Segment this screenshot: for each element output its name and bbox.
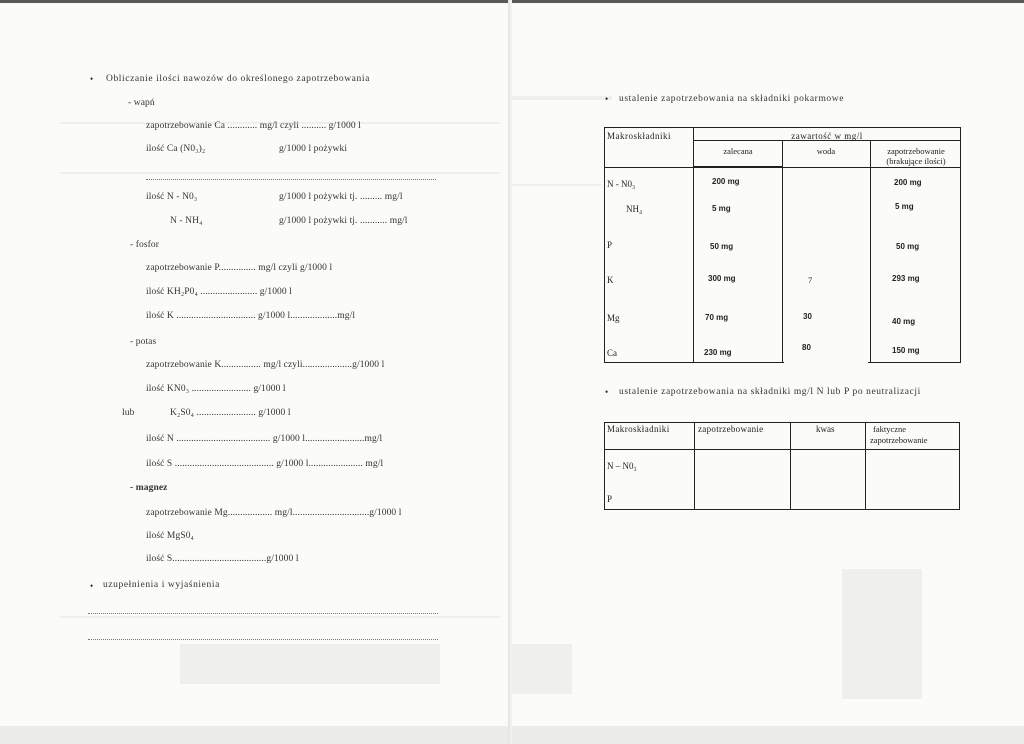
col-header-zapotrzebowanie: zapotrzebowanie (887, 146, 945, 156)
wapn-label: - wapń (128, 98, 155, 108)
potas-line: ilość S ........................................ g/1000 l...................... mg/l (146, 459, 384, 469)
row-label: P (607, 240, 613, 250)
potas-label: - potas (130, 337, 157, 347)
magnez-line: zapotrzebowanie Mg.................. mg/l...............................g/1000 l (146, 508, 402, 518)
notes-heading: uzupełnienia i wyjaśnienia (103, 580, 220, 590)
notes-line (88, 612, 438, 614)
show-through-mark (60, 172, 500, 174)
cell-brak: 5 mg (895, 202, 914, 211)
show-through-mark (180, 644, 440, 684)
wapn-line: g/1000 l pożywki (279, 144, 348, 154)
wapn-line: ilość N - N0₃ (146, 192, 198, 202)
table1-heading: ustalenie zapotrzebowania na składniki pokarmowe (619, 94, 845, 104)
scan-top-edge (0, 0, 1024, 3)
col-header-faktyczne2: zapotrzebowanie (870, 435, 928, 445)
col-header-brakujace: (brakujące ilości) (886, 156, 946, 166)
fosfor-line: zapotrzebowanie P............... mg/l czyli g/1000 l (146, 263, 333, 273)
col-header-makro: Makroskładniki (607, 131, 671, 141)
col-header-makro: Makroskładniki (607, 424, 670, 434)
wapn-line: zapotrzebowanie Ca ............ mg/l czyli .......... g/1000 l (146, 121, 361, 131)
potas-line: zapotrzebowanie K................ mg/l czyli....................g/1000 l (146, 360, 385, 370)
row-label: P (607, 494, 613, 504)
table-rule (790, 422, 791, 510)
row-label: Mg (607, 313, 620, 323)
show-through-mark (512, 96, 612, 100)
bullet-icon: • (90, 74, 94, 84)
fosfor-line: ilość K ................................ g/1000 l...................mg/l (146, 311, 356, 321)
table-rule (693, 127, 694, 363)
cell-zalecana: 50 mg (710, 242, 734, 251)
cell-woda: 80 (802, 343, 811, 352)
table-rule (870, 140, 871, 363)
potas-line: ilość KN0₃ ........................ g/1000 l (146, 384, 286, 394)
cell-zalecana: 230 mg (704, 348, 732, 357)
bullet-icon: • (605, 94, 609, 104)
table-gap (784, 360, 868, 364)
col-header-woda: woda (816, 146, 836, 156)
table-rule (865, 422, 866, 510)
row-label: N - N0₃ (607, 179, 636, 189)
magnez-label: - magnez (130, 483, 168, 493)
table2-heading: ustalenie zapotrzebowania na składniki mg/l N lub P po neutralizacji (619, 387, 921, 397)
wapn-line: g/1000 l pożywki tj. ........... mg/l (279, 216, 408, 226)
cell-woda: 30 (803, 312, 812, 321)
row-label: Ca (607, 348, 617, 358)
show-through-mark (60, 616, 500, 618)
col-header-faktyczne: faktyczne (873, 424, 907, 434)
wapn-line: g/1000 l pożywki tj. ......... mg/l (279, 192, 403, 202)
blank-line (146, 178, 436, 180)
left-page (0, 4, 508, 726)
wapn-line: ilość Ca (N0₃)₂ (146, 144, 206, 154)
fosfor-line: ilość KH₂P0₄ ....................... g/1000 l (146, 287, 292, 297)
magnez-line: ilość MgS0₄ (146, 531, 194, 541)
bullet-icon: • (605, 387, 609, 397)
row-label: K (607, 275, 614, 285)
row-label: NH₄ (626, 204, 643, 214)
cell-brak: 200 mg (894, 178, 922, 187)
table-rule (693, 166, 783, 167)
cell-zalecana: 5 mg (712, 204, 731, 213)
col-header-zawartosc: zawartość w mg/l (791, 131, 863, 141)
row-label: N – N0₃ (607, 461, 637, 471)
bullet-icon: • (90, 581, 94, 591)
cell-zalecana: 300 mg (708, 274, 736, 283)
cell-brak: 40 mg (892, 317, 916, 326)
notes-line (88, 638, 438, 640)
wapn-line: N - NH₄ (170, 216, 203, 226)
show-through-mark (512, 644, 572, 694)
potas-lub: lub (122, 408, 135, 418)
potas-line: K₂S0₄ ........................ g/1000 l (170, 408, 291, 418)
cell-brak: 293 mg (892, 274, 920, 283)
cell-zalecana: 70 mg (705, 313, 729, 322)
cell-zalecana: 200 mg (712, 177, 740, 186)
fosfor-label: - fosfor (130, 240, 160, 250)
col-header-kwas: kwas (816, 424, 835, 434)
table-rule (694, 422, 695, 510)
table-rule (604, 167, 961, 168)
show-through-mark (842, 569, 922, 699)
magnez-line: ilość S......................................g/1000 l (146, 554, 299, 564)
table-rule (782, 140, 783, 363)
col-header-zalecana: zalecana (723, 146, 753, 156)
table-rule (604, 449, 960, 450)
col-header-zapotrzebowanie: zapotrzebowanie (698, 424, 764, 434)
potas-line: ilość N ...................................... g/1000 l........................mg/l (146, 434, 383, 444)
right-page (512, 4, 1024, 726)
cell-brak: 50 mg (896, 242, 920, 251)
cell-brak: 150 mg (892, 346, 920, 355)
cell-woda: 7 (808, 275, 813, 285)
section-heading: Obliczanie ilości nawozów do określonego zapotrzebowania (106, 74, 370, 84)
show-through-mark (512, 184, 602, 186)
scan-bottom-edge (0, 726, 1024, 744)
